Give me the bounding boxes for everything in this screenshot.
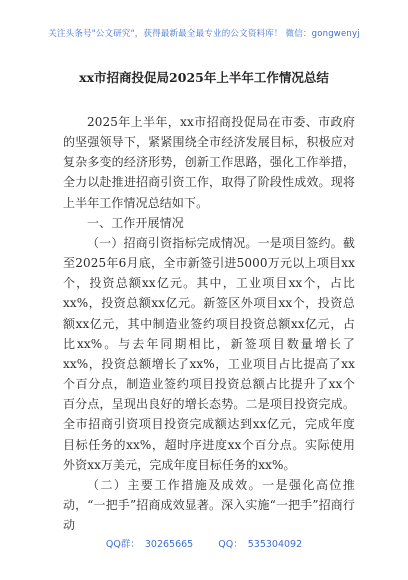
footer-qq: QQ： 535304092 <box>218 539 303 550</box>
header-notice: 关注头条号"公文研究"，获得最新最全最专业的公文资料库！ 微信：gongwenyj <box>48 29 360 39</box>
footer-contacts <box>0 536 408 550</box>
paragraph-measures: （二）主要工作措施及成效。一是强化高位推动，“一把手”招商成效显著。深入实施“一把手”招商行动 <box>63 477 355 533</box>
document-title: xx市招商投促局2025年上半年工作情况总结 <box>79 70 329 85</box>
paragraph-indicators: （一）招商引资指标完成情况。一是项目签约。截至2025年6月底，全市新签引进5000万元以上项目xx个，投资总额xx亿元。其中，工业项目xx个，占比xx%，投资总额xx亿元。新签区外项目xx个，投资总额xx亿元，其中制造业签约项目投资总额xx亿元，占比xx%。与去年同期相比，新签项目数量增长了xx%，投资总额增长了xx%，工业项目占比提高了xx个百分点，制造业签约项目投资总额占比提升了xx个百分点，呈现出良好的增长态势。二是项目投资完成。全市招商引资项目投资完成额达到xx亿元，完成年度目标任务的xx%，超时序进度xx个百分点。实际使用外资xx万美元，完成年度目标任务的xx%。 <box>63 235 355 472</box>
document-body <box>63 112 355 535</box>
footer-qq-group: QQ群： 30265665 <box>105 539 194 550</box>
section-heading: 一、工作开展情况 <box>87 215 184 230</box>
paragraph-intro: 2025年上半年，xx市招商投促局在市委、市政府的坚强领导下，紧紧围绕全市经济发展目标，积极应对复杂多变的经济形势，创新工作思路，强化工作举措，全力以赴推进招商引资工作，取得了阶段性成效。现将上半年工作情况总结如下。 <box>63 115 355 210</box>
